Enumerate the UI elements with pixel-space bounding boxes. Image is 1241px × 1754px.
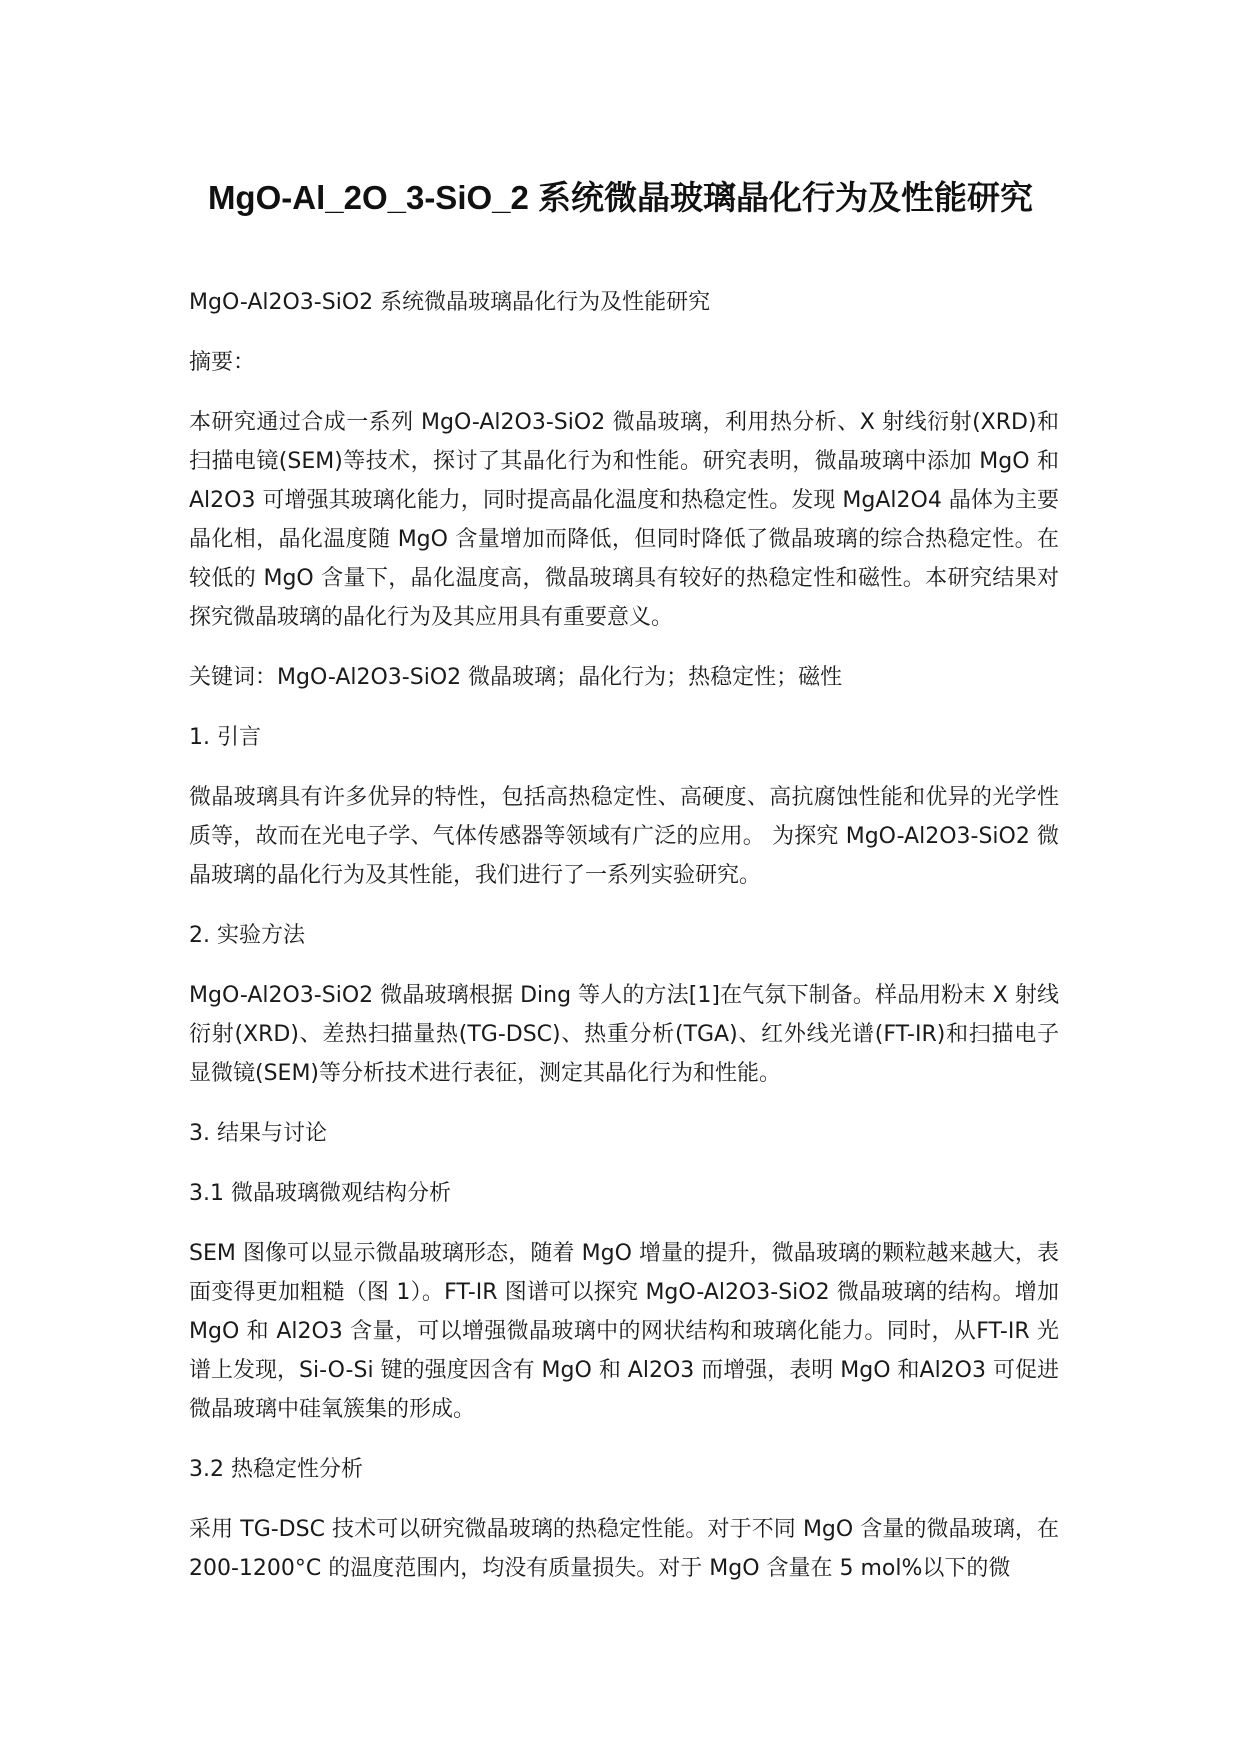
thermal-stability-paragraph: 采用 TG-DSC 技术可以研究微晶玻璃的热稳定性能。对于不同 MgO 含量的微晶玻璃，在 200-1200°C 的温度范围内，均没有质量损失。对于 MgO 含量在 5 mol%以下的微 — [189, 1517, 1059, 1581]
subsection-heading-thermal-stability: 3.2 热稳定性分析 — [189, 1457, 363, 1482]
document-body — [189, 283, 1059, 1609]
document-subtitle: MgO-Al2O3-SiO2 系统微晶玻璃晶化行为及性能研究 — [189, 290, 711, 315]
document-title: MgO-Al_2O_3-SiO_2 系统微晶玻璃晶化行为及性能研究 — [207, 179, 1034, 216]
abstract-label: 摘要： — [189, 350, 256, 375]
subsection-heading-microstructure: 3.1 微晶玻璃微观结构分析 — [189, 1181, 451, 1206]
section-heading-introduction: 1. 引言 — [189, 725, 261, 750]
methods-paragraph: MgO-Al2O3-SiO2 微晶玻璃根据 Ding 等人的方法[1]在气氛下制备。样品用粉末 X 射线衍射(XRD)、差热扫描量热(TG-DSC)、热重分析(TGA)、红外线光谱(FT-IR)和扫描电子显微镜(SEM)等分析技术进行表征，测定其晶化行为和性能。 — [189, 983, 1059, 1086]
section-heading-methods: 2. 实验方法 — [189, 923, 305, 948]
introduction-paragraph: 微晶玻璃具有许多优异的特性，包括高热稳定性、高硬度、高抗腐蚀性能和优异的光学性质等，故而在光电子学、气体传感器等领域有广泛的应用。 为探究 MgO-Al2O3-SiO2 微晶玻璃的晶化行为及其性能，我们进行了一系列实验研究。 — [189, 785, 1059, 888]
microstructure-paragraph: SEM 图像可以显示微晶玻璃形态，随着 MgO 增量的提升，微晶玻璃的颗粒越来越大，表面变得更加粗糙（图 1）。FT-IR 图谱可以探究 MgO-Al2O3-SiO2 微晶玻璃的结构。增加 MgO 和 Al2O3 含量，可以增强微晶玻璃中的网状结构和玻璃化能力。同时，从FT-IR 光谱上发现，Si-O-Si 键的强度因含有 MgO 和 Al2O3 而增强，表明 MgO 和Al2O3 可促进微晶玻璃中硅氧簇集的形成。 — [189, 1241, 1059, 1422]
section-heading-results: 3. 结果与讨论 — [189, 1121, 327, 1146]
keywords-line: 关键词：MgO-Al2O3-SiO2 微晶玻璃；晶化行为；热稳定性；磁性 — [189, 665, 843, 690]
abstract-paragraph: 本研究通过合成一系列 MgO-Al2O3-SiO2 微晶玻璃，利用热分析、X 射线衍射(XRD)和扫描电镜(SEM)等技术，探讨了其晶化行为和性能。研究表明，微晶玻璃中添加 MgO 和 Al2O3 可增强其玻璃化能力，同时提高晶化温度和热稳定性。发现 MgAl2O4 晶体为主要晶化相，晶化温度随 MgO 含量增加而降低，但同时降低了微晶玻璃的综合热稳定性。在较低的 MgO 含量下，晶化温度高，微晶玻璃具有较好的热稳定性和磁性。本研究结果对探究微晶玻璃的晶化行为及其应用具有重要意义。 — [189, 410, 1059, 630]
